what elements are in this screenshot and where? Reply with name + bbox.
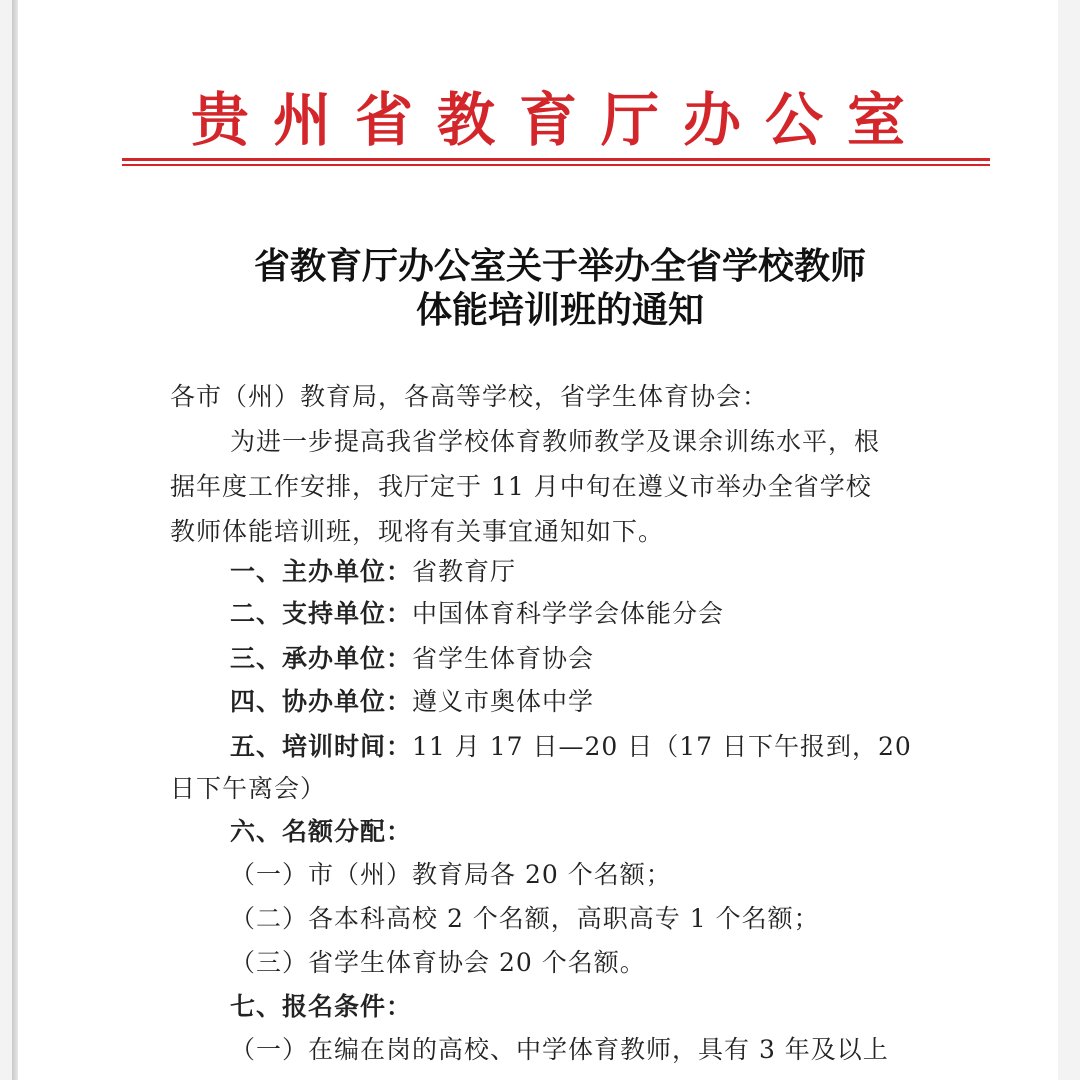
letterhead-rule-thin	[122, 164, 990, 166]
item-co-organizer	[230, 685, 594, 719]
item-supporter	[230, 597, 724, 631]
letterhead-title: 贵州省教育厅办公室	[190, 86, 929, 154]
item-training-time	[230, 730, 912, 764]
eligibility-item-1: （一）在编在岗的高校、中学体育教师，具有 3 年及以上	[230, 1035, 889, 1064]
item-value: 省教育厅	[412, 557, 517, 586]
quota-item-2: （二）各本科高校 2 个名额，高职高专 1 个名额；	[230, 904, 820, 933]
training-time-continued: 日下午离会）	[170, 774, 327, 803]
document-title-line-2: 体能培训班的通知	[415, 290, 704, 331]
item-label: 四、协办单位：	[230, 687, 413, 716]
intro-line-1: 为进一步提高我省学校体育教师教学及课余训练水平，根	[230, 427, 881, 456]
item-undertaker	[230, 642, 594, 676]
addressee: 各市（州）教育局，各高等学校，省学生体育协会：	[170, 382, 769, 411]
item-label: 三、承办单位：	[230, 644, 413, 673]
item-value: 遵义市奥体中学	[412, 687, 595, 716]
item-organizer	[230, 555, 516, 589]
document-title-line-1: 省教育厅办公室关于举办全省学校教师	[253, 246, 866, 287]
eligibility-heading: 七、报名条件：	[230, 992, 413, 1021]
intro-line-2: 据年度工作安排，我厅定于 11 月中旬在遵义市举办全省学校	[170, 472, 872, 501]
intro-line-3: 教师体能培训班，现将有关事宜通知如下。	[170, 517, 665, 546]
item-label: 二、支持单位：	[230, 599, 413, 628]
item-label: 五、培训时间：	[230, 732, 413, 761]
item-value: 11 月 17 日—20 日（17 日下午报到，20	[412, 732, 912, 761]
letterhead-rule-thick	[122, 158, 990, 161]
quota-item-3: （三）省学生体育协会 20 个名额。	[230, 948, 646, 977]
quota-heading: 六、名额分配：	[230, 817, 413, 846]
item-label: 一、主办单位：	[230, 557, 413, 586]
item-value: 中国体育科学学会体能分会	[412, 599, 725, 628]
quota-item-1: （一）市（州）教育局各 20 个名额；	[230, 860, 672, 889]
item-value: 省学生体育协会	[412, 644, 595, 673]
